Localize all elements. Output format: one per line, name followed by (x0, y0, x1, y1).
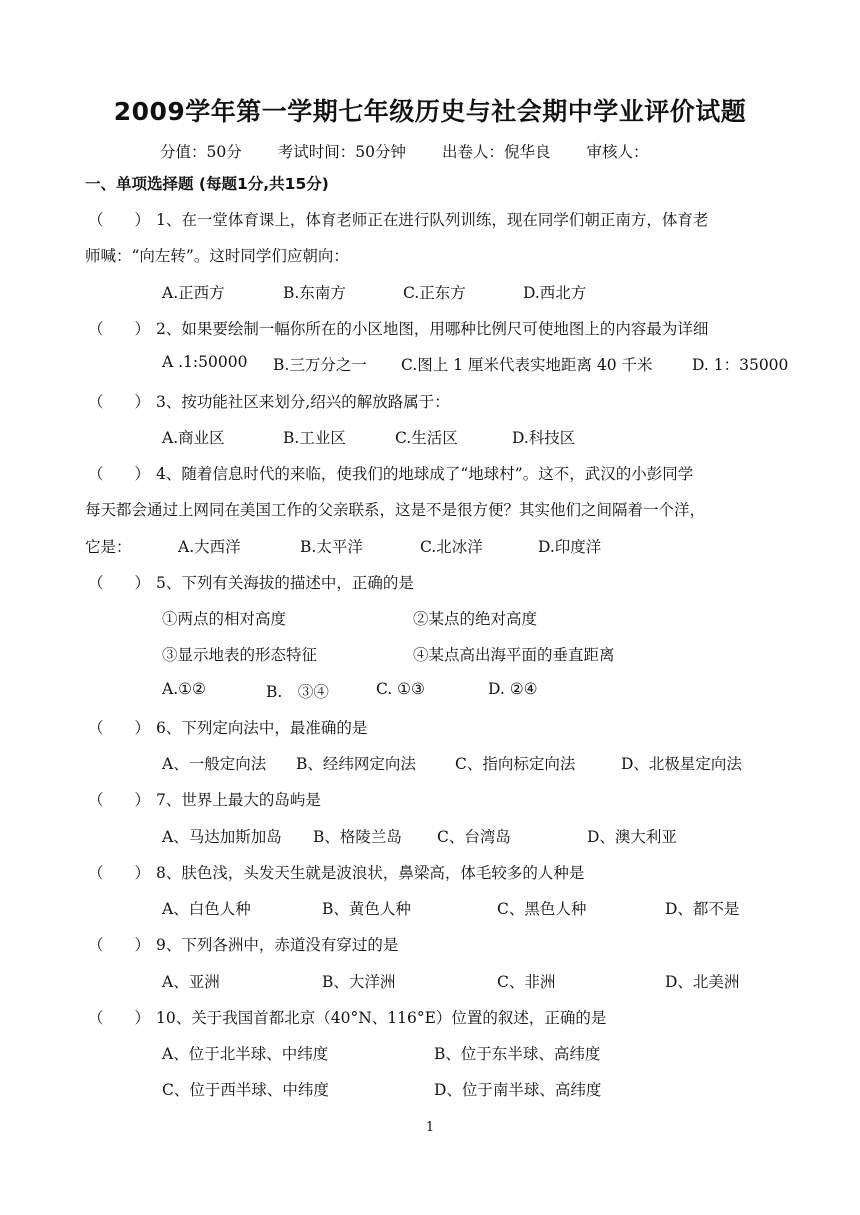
option-c: C.图上 1 厘米代表实地距离 40 千米 (401, 356, 653, 374)
option-a: A、白色人种 (162, 900, 251, 918)
question-4-cont2: 它是： (85, 538, 132, 556)
option-b: B、大洋洲 (322, 973, 396, 991)
question-stem: 4、随着信息时代的来临，使我们的地球成了“地球村”。这不，武汉的小彭同学 (156, 465, 694, 483)
answer-blank[interactable]: （ ） (88, 465, 151, 483)
answer-blank[interactable]: （ ） (88, 1009, 151, 1027)
option-b: B. ③④ (266, 683, 329, 701)
question-6 (88, 716, 367, 738)
answer-blank[interactable]: （ ） (88, 320, 151, 338)
answer-blank[interactable]: （ ） (88, 864, 151, 882)
question-stem: 1、在一堂体育课上，体育老师正在进行队列训练，现在同学们朝正南方，体育老 (156, 211, 709, 229)
option-d: D、北极星定向法 (621, 755, 742, 773)
question-1 (88, 208, 708, 230)
question-3 (88, 390, 450, 412)
option-b: B.三万分之一 (273, 356, 367, 374)
option-d: D、澳大利亚 (587, 828, 677, 846)
question-stem: 8、肤色浅，头发天生就是波浪状，鼻梁高，体毛较多的人种是 (156, 864, 585, 882)
option-b: B.工业区 (283, 429, 346, 447)
option-a: A.正西方 (162, 284, 225, 302)
option-c: C、指向标定向法 (455, 755, 576, 773)
option-c: C、台湾岛 (437, 828, 511, 846)
answer-blank[interactable]: （ ） (88, 719, 151, 737)
option-c: C、黑色人种 (497, 900, 587, 918)
option-c: C.正东方 (403, 284, 466, 302)
question-stem: 5、下列有关海拔的描述中，正确的是 (156, 574, 414, 592)
question-10 (88, 1006, 606, 1028)
reviewer-info: 审核人： (586, 143, 649, 161)
option-c: C、非洲 (497, 973, 556, 991)
question-stem: 3、按功能社区来划分,绍兴的解放路属于： (156, 393, 450, 411)
question-stem: 2、如果要绘制一幅你所在的小区地图，用哪种比例尺可使地图上的内容最为详细 (156, 320, 709, 338)
answer-blank[interactable]: （ ） (88, 791, 151, 809)
option-b: B.太平洋 (300, 538, 363, 556)
option-d: D.印度洋 (538, 538, 602, 556)
option-a: A、位于北半球、中纬度 (162, 1045, 329, 1063)
option-c: C.生活区 (395, 429, 458, 447)
answer-blank[interactable]: （ ） (88, 574, 151, 592)
option-c: C. ①③ (376, 680, 425, 698)
question-2 (88, 317, 708, 339)
question-5 (88, 571, 414, 593)
exam-title: 2009学年第一学期七年级历史与社会期中学业评价试题 (113, 97, 747, 126)
section-heading: 一、单项选择题 (每题1分,共15分) (85, 175, 329, 193)
question-8 (88, 861, 584, 883)
exam-meta (160, 140, 685, 162)
question-7 (88, 788, 321, 810)
option-b: B.东南方 (283, 284, 346, 302)
answer-blank[interactable]: （ ） (88, 393, 151, 411)
item-4: ④某点高出海平面的垂直距离 (413, 646, 615, 664)
option-a: A.①② (162, 680, 206, 698)
answer-blank[interactable]: （ ） (88, 211, 151, 229)
option-b: B、黄色人种 (322, 900, 411, 918)
question-stem: 10、关于我国首都北京（40°N、116°E）位置的叙述，正确的是 (156, 1009, 607, 1027)
option-c: C.北冰洋 (420, 538, 483, 556)
option-a: A.商业区 (162, 429, 225, 447)
option-d: D、北美洲 (665, 973, 740, 991)
question-stem: 6、下列定向法中，最准确的是 (156, 719, 368, 737)
answer-blank[interactable]: （ ） (88, 936, 151, 954)
item-3: ③显示地表的形态特征 (162, 646, 318, 664)
author-info: 出卷人：倪华良 (441, 143, 551, 161)
option-d: D、都不是 (665, 900, 740, 918)
time-info: 考试时间：50分钟 (277, 143, 406, 161)
item-1: ①两点的相对高度 (162, 610, 287, 628)
option-d: D.西北方 (523, 284, 587, 302)
option-b: B、格陵兰岛 (313, 828, 402, 846)
option-d: D. ②④ (488, 680, 538, 698)
option-b: B、经纬网定向法 (296, 755, 416, 773)
question-4 (88, 462, 693, 484)
question-4-cont: 每天都会通过上网同在美国工作的父亲联系，这是不是很方便？其实他们之间隔着一个洋， (85, 501, 706, 519)
option-a: A.大西洋 (178, 538, 241, 556)
option-d: D、位于南半球、高纬度 (434, 1081, 602, 1099)
question-1-cont: 师喊：“向左转”。这时同学们应朝向： (85, 247, 349, 265)
page-number: 1 (425, 1120, 435, 1135)
option-b: B、位于东半球、高纬度 (434, 1045, 601, 1063)
item-2: ②某点的绝对高度 (413, 610, 538, 628)
question-stem: 7、世界上最大的岛屿是 (156, 791, 321, 809)
option-a: A .1:50000 (162, 353, 248, 371)
option-a: A、马达加斯加岛 (162, 828, 282, 846)
question-9 (88, 933, 398, 955)
score-info: 分值：50分 (160, 143, 242, 161)
option-a: A、一般定向法 (162, 755, 267, 773)
option-c: C、位于西半球、中纬度 (162, 1081, 329, 1099)
option-d: D. 1：35000 (692, 356, 789, 374)
question-stem: 9、下列各洲中，赤道没有穿过的是 (156, 936, 399, 954)
option-a: A、亚洲 (162, 973, 220, 991)
option-d: D.科技区 (512, 429, 576, 447)
